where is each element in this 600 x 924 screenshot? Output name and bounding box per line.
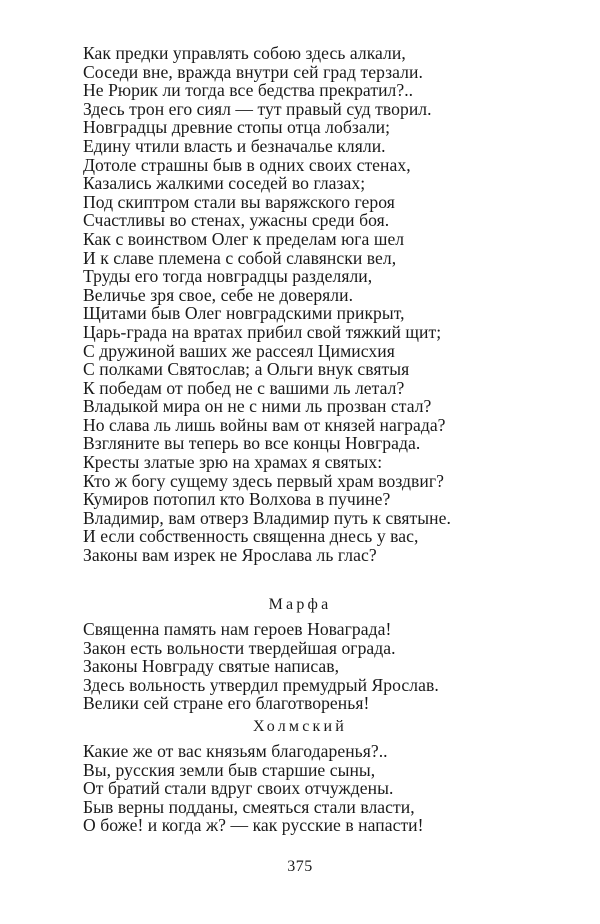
verse-line: О боже! и когда ж? — как русские в напасти! [83, 815, 424, 836]
speaker-name: Марфа [268, 596, 332, 613]
verse-line: Счастливы во стенах, ужасны среди боя. [83, 210, 390, 231]
page-number: 375 [287, 858, 313, 875]
verse-line: Едину чтили власть и безначалье кляли. [83, 135, 386, 156]
verse-line: Дотоле страшны быв в одних своих стенах, [83, 154, 411, 175]
verse-line: Труды его тогда новградцы разделяли, [83, 266, 373, 287]
verse-line: Кто ж богу сущему здесь первый храм воздвиг? [83, 470, 444, 491]
verse-line: Законы Новграду святые написав, [83, 656, 340, 677]
verse-line: Как предки управлять собою здесь алкали, [83, 43, 406, 63]
verse-line: И если собственность священна днесь у вас, [83, 526, 419, 547]
verse-line: И к славе племена с собой славянски вел, [83, 247, 397, 268]
verse-line: Казались жалкими соседей во глазах; [83, 173, 366, 194]
verse-line: От братий стали вдруг своих отчуждены. [83, 778, 394, 799]
verse-line: Быв верны подданы, смеяться стали власти, [83, 796, 415, 817]
verse-line: Величье зря свое, себе не доверяли. [83, 284, 354, 305]
verse-line: Закон есть вольности твердейшая ограда. [83, 637, 396, 658]
verse-line: Как с воинством Олег к пределам юга шел [83, 228, 405, 249]
verse-line: Царь-града на вратах прибил свой тяжкий щит; [83, 321, 442, 342]
verse-line: Кресты златые зрю на храмах я святых: [83, 452, 383, 473]
verse-line: Владимир, вам отверз Владимир путь к святыне. [83, 507, 451, 528]
speaker-name: Холмский [252, 718, 348, 735]
verse-block-3 [83, 742, 583, 835]
verse-line: Здесь вольность утвердил премудрый Ярослав. [83, 674, 439, 695]
verse-line: Под скиптром стали вы варяжского героя [83, 191, 395, 212]
verse-line: Велики сей стране его благотворенья! [83, 693, 370, 714]
verse-line: Щитами быв Олег новградскими прикрыт, [83, 303, 405, 324]
verse-line: К победам от побед не с вашими ль летал? [83, 377, 405, 398]
verse-line: Новградцы древние стопы отца лобзали; [83, 117, 391, 138]
verse-line: Какие же от вас князьям благодаренья?.. [83, 741, 388, 761]
verse-line: Но слава ль лишь войны вам от князей награда? [83, 414, 446, 435]
verse-line: Законы вам изрек не Ярослава ль глас? [83, 545, 377, 566]
verse-line: Вы, русския земли быв старшие сыны, [83, 759, 376, 780]
verse-line: Взгляните вы теперь во все концы Новграда. [83, 433, 421, 454]
verse-block-2 [83, 620, 583, 713]
verse-line: Соседи вне, вражда внутри сей град терзали. [83, 61, 423, 82]
verse-line: С дружиной ваших же рассеял Цимисхия [83, 340, 395, 361]
verse-line: Не Рюрик ли тогда все бедства прекратил?.. [83, 80, 414, 101]
verse-line: Здесь трон его сиял — тут правый суд творил. [83, 98, 432, 119]
verse-line: Кумиров потопил кто Волхова в пучине? [83, 489, 391, 510]
verse-block-1 [83, 44, 583, 565]
verse-line: С полками Святослав; а Ольги внук святыя [83, 359, 410, 380]
verse-line: Владыкой мира он не с ними ль прозван стал? [83, 396, 432, 417]
verse-line: Священна память нам героев Новаграда! [83, 619, 392, 639]
